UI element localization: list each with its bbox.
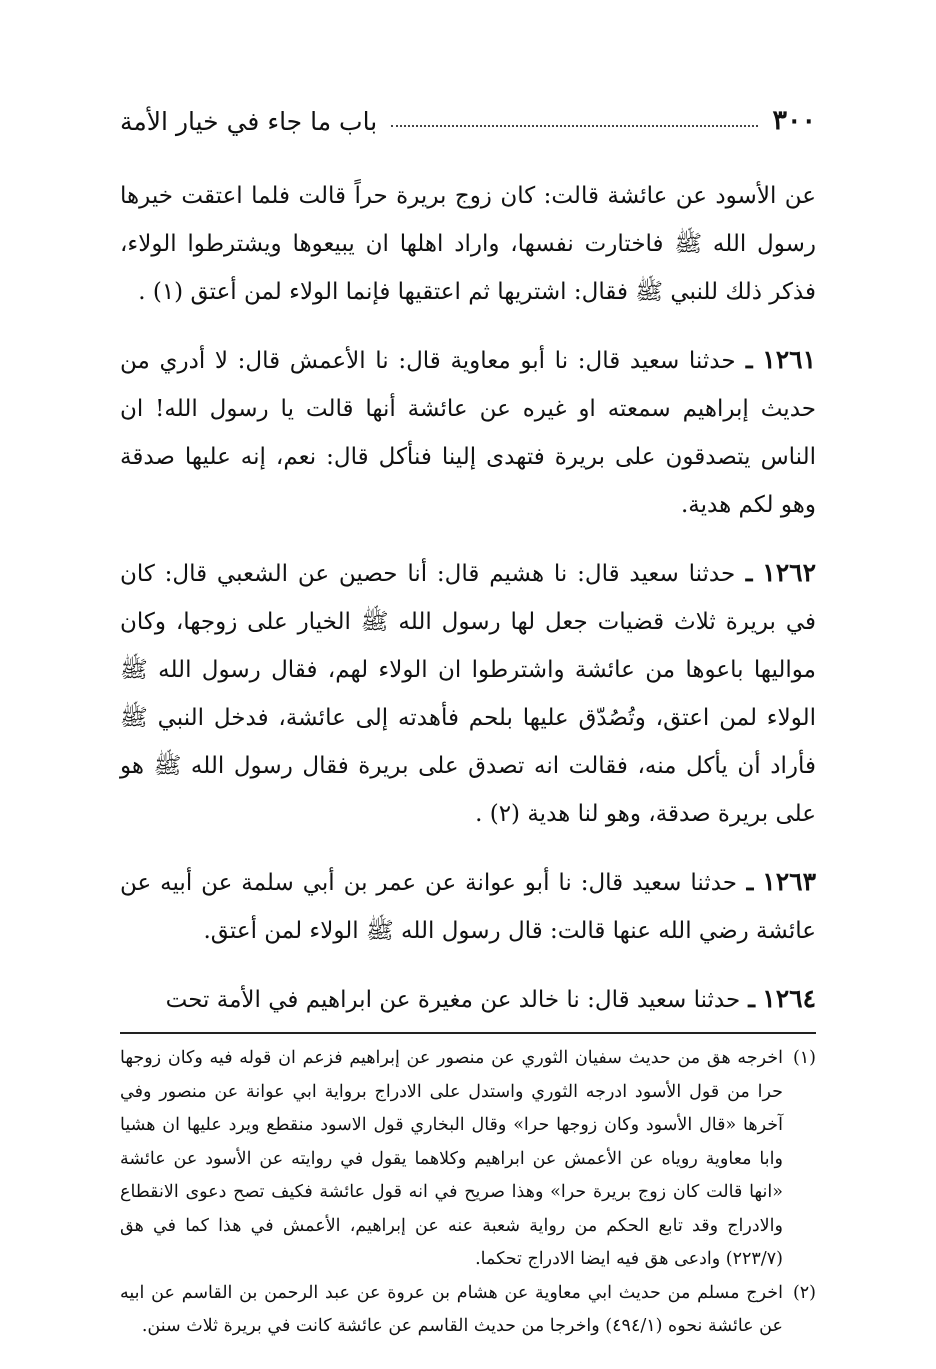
paragraph-text: عن الأسود عن عائشة قالت: كان زوج بريرة حراً قالت فلما اعتقت خيرها رسول الله ﷺ فاختارت نفسها، واراد اهلها ان يبيعوها ويشترطوا الولاء، فذكر ذلك للنبي ﷺ فقال: اشتريها ثم اعتقيها فإنما الولاء لمن أعتق (١) . (120, 183, 816, 305)
footnote-1 (120, 1042, 816, 1277)
footnote-text: اخرج مسلم من حديث ابي معاوية عن هشام بن عروة عن عبد الرحمن بن القاسم عن ابيه عن عائشة نحوه (٤٩٤/١) واخرجا من حديث القاسم عن عائشة كانت في بريرة ثلاث سنن. (120, 1282, 783, 1336)
hadith-1261 (120, 336, 816, 529)
hadith-text: حدثنا سعيد قال: نا أبو عوانة عن عمر بن أبي سلمة عن أبيه عن عائشة رضي الله عنها قالت: قال رسول الله ﷺ الولاء لمن أعتق. (120, 870, 816, 944)
number-dash: ـ (737, 869, 754, 896)
hadith-number: ١٢٦١ (762, 345, 816, 374)
header-dotted-leader (391, 125, 758, 127)
hadith-1263 (120, 858, 816, 955)
hadith-number: ١٢٦٤ (762, 984, 816, 1013)
main-text (120, 172, 816, 1024)
hadith-text: حدثنا سعيد قال: نا خالد عن مغيرة عن ابراهيم في الأمة تحت (165, 987, 741, 1013)
footnote-mark: (٢) (792, 1282, 816, 1303)
hadith-1262 (120, 549, 816, 838)
hadith-1264 (120, 975, 816, 1024)
hadith-number: ١٢٦٣ (762, 867, 817, 896)
number-dash: ـ (735, 347, 753, 374)
hadith-number: ١٢٦٢ (762, 558, 817, 587)
hadith-text: حدثنا سعيد قال: نا أبو معاوية قال: نا الأعمش قال: لا أدري من حديث إبراهيم سمعته او غيره عن عائشة أنها قالت يا رسول الله! ان الناس يتصدقون على بريرة فتهدى إلينا فنأكل قال: نعم، إنه عليها صدقة وهو لكم هدية. (120, 348, 816, 518)
number-dash: ـ (740, 986, 755, 1013)
footnote-mark: (١) (792, 1048, 816, 1068)
paragraph-intro (120, 172, 816, 316)
footnote-2 (120, 1277, 816, 1344)
footnotes (120, 1042, 816, 1344)
running-title: باب ما جاء في خيار الأمة (120, 107, 378, 136)
hadith-text: حدثنا سعيد قال: نا هشيم قال: أنا حصين عن الشعبي قال: كان في بريرة ثلاث قضيات جعل لها رسول الله ﷺ الخيار على زوجها، وكان مواليها باعوها من عائشة واشترطوا ان الولاء لهم، فقال رسول الله ﷺ الولاء لمن اعتق، وتُصُدّق عليها بلحم فأهدته إلى عائشة، فدخل النبي ﷺ فأراد أن يأكل منه، فقالت انه تصدق على بريرة فقال رسول الله ﷺ هو على بريرة صدقة، وهو لنا هدية (٢) . (120, 561, 816, 827)
number-dash: ـ (735, 560, 753, 587)
page-number: ٣٠٠ (772, 105, 816, 136)
page-header (120, 96, 816, 136)
footnote-separator (120, 1032, 816, 1034)
footnote-text: اخرجه هق من حديث سفيان الثوري عن منصور عن إبراهيم فزعم ان قوله فيه وكان زوجها حرا من قول الأسود ادرجه الثوري واستدل على الادراج برواية ابي عوانة عن منصور وفي آخرها «قال الأسود وكان زوجها حرا» وقال البخاري قول الاسود منقطع ويرد عليها ان هشيا وابا معاوية روياه عن الأعمش عن ابراهيم وكلاهما يقول في روايته عن الأسود عن عائشة «انها قالت كان زوج بريرة حرا» وهذا صريح في انه قول عائشة فكيف تصح دعوى الانقطاع والادراج وقد تابع الحكم من رواية شعبة عنه عن إبراهيم، الأعمش في هذا كما في هق (٢٢٣/٧) وادعى هق فيه ايضا الادراج تحكما. (120, 1048, 783, 1269)
